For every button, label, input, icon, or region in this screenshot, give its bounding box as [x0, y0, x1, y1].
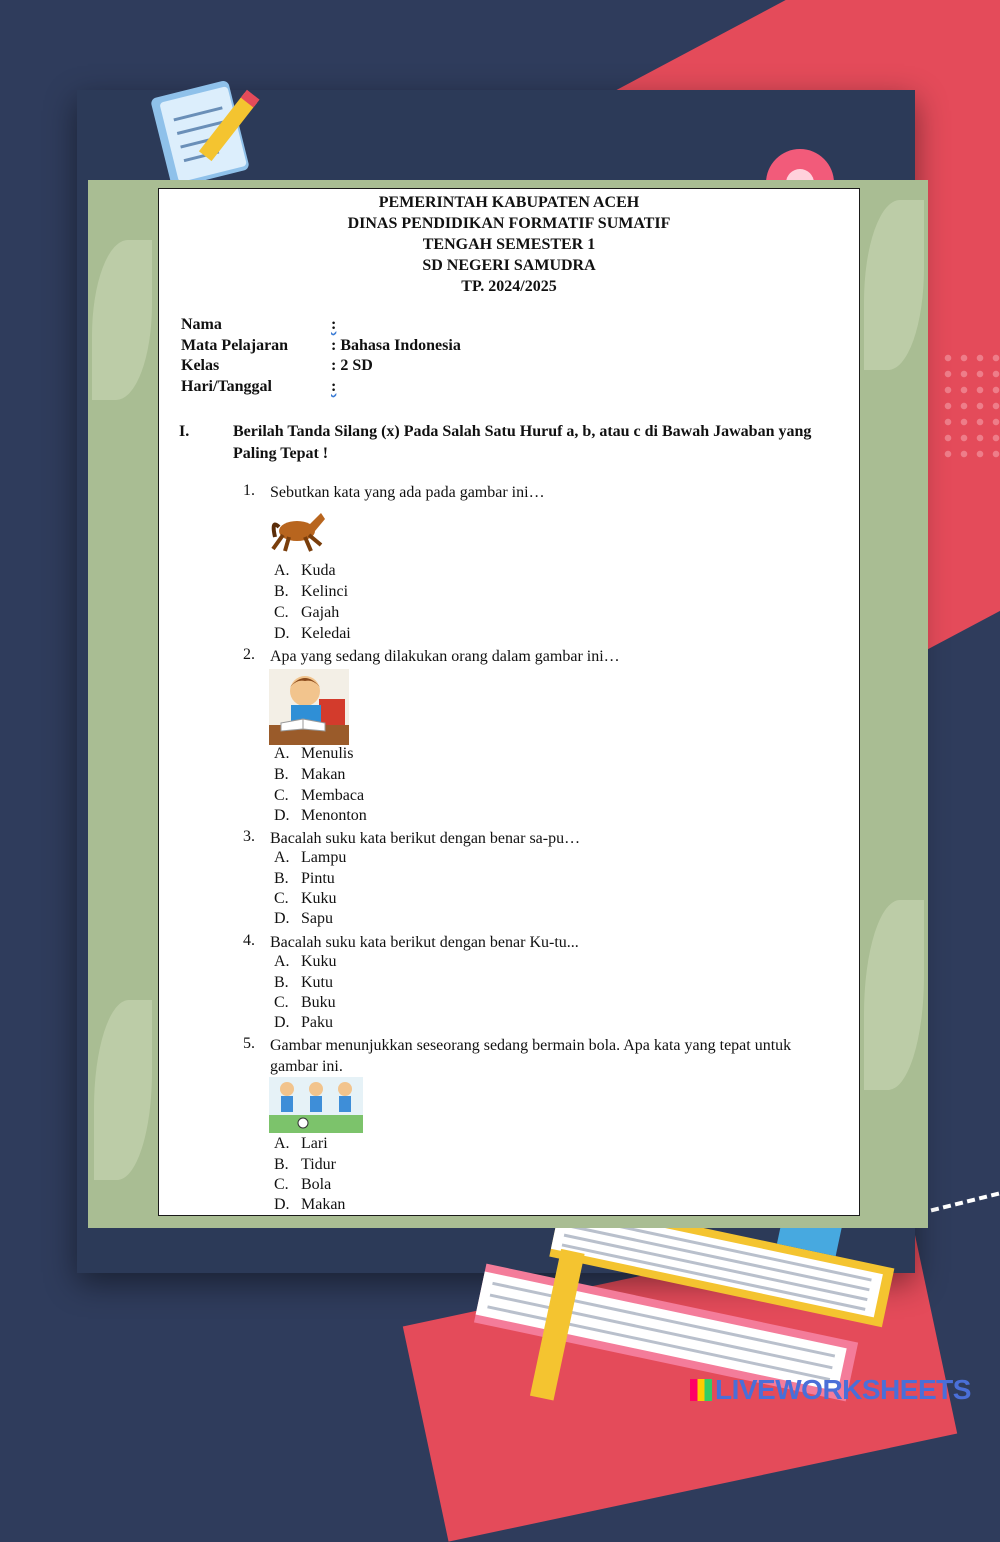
option-text: Menonton — [301, 807, 367, 824]
child-reading-image — [269, 669, 349, 745]
field-value[interactable]: : 2 SD — [331, 357, 373, 374]
option-4a[interactable] — [274, 953, 337, 971]
option-4d[interactable] — [274, 1014, 333, 1032]
option-letter: A. — [274, 953, 290, 970]
option-5a[interactable] — [274, 1135, 328, 1153]
option-5b[interactable] — [274, 1156, 336, 1174]
worksheet-page — [88, 180, 928, 1228]
option-text: Lari — [301, 1135, 328, 1152]
field-label: Mata Pelajaran — [181, 337, 289, 354]
option-text: Lampu — [301, 849, 347, 866]
option-3c[interactable] — [274, 890, 337, 908]
header-line: PEMERINTAH KABUPATEN ACEH — [378, 194, 640, 211]
option-text: Makan — [301, 1196, 346, 1213]
instruction-number: I. — [179, 423, 190, 440]
field-kelas[interactable] — [181, 357, 373, 375]
question-text: Apa yang sedang dilakukan orang dalam gambar ini… — [270, 648, 620, 665]
option-text: Keledai — [301, 625, 351, 642]
dashed-line — [931, 1192, 1000, 1213]
leaf-decoration — [864, 900, 924, 1090]
header-line: DINAS PENDIDIKAN FORMATIF SUMATIF — [347, 215, 671, 232]
option-text: Makan — [301, 766, 346, 783]
field-value[interactable]: : — [331, 378, 337, 395]
kids-playing-ball-image — [269, 1077, 363, 1133]
option-letter: B. — [274, 870, 289, 887]
field-value[interactable]: : Bahasa Indonesia — [331, 337, 461, 354]
exam-header — [159, 192, 859, 297]
question-number: 4. — [243, 932, 255, 949]
option-text: Pintu — [301, 870, 335, 887]
logo-icon — [690, 1379, 712, 1401]
option-2c[interactable] — [274, 787, 364, 805]
option-letter: D. — [274, 807, 290, 824]
option-letter: C. — [274, 604, 289, 621]
question-number: 5. — [243, 1035, 255, 1052]
field-nama[interactable] — [181, 316, 336, 334]
option-text: Kutu — [301, 974, 333, 991]
liveworksheets-logo[interactable] — [690, 1374, 971, 1406]
notepad-pencil-icon — [150, 70, 280, 190]
dot-pattern — [940, 350, 1000, 460]
instruction-text: Berilah Tanda Silang (x) Pada Salah Satu Huruf a, b, atau c di Bawah Jawaban yang Paling Tepat ! — [233, 423, 812, 462]
option-text: Kuda — [301, 562, 336, 579]
option-3b[interactable] — [274, 870, 335, 888]
header-line: TP. 2024/2025 — [461, 278, 557, 295]
option-4c[interactable] — [274, 994, 336, 1012]
option-letter: D. — [274, 910, 290, 927]
option-3a[interactable] — [274, 849, 346, 867]
option-5d[interactable] — [274, 1196, 345, 1214]
option-text: Gajah — [301, 604, 340, 621]
leaf-decoration — [864, 200, 924, 370]
field-label: Hari/Tanggal — [181, 378, 272, 395]
question-4 — [243, 932, 833, 953]
leaf-decoration — [94, 1000, 152, 1180]
question-text: Sebutkan kata yang ada pada gambar ini… — [270, 484, 545, 501]
question-text: Bacalah suku kata berikut dengan benar sa-pu… — [270, 830, 581, 847]
question-number: 3. — [243, 828, 255, 845]
field-label: Kelas — [181, 357, 220, 374]
question-number: 2. — [243, 646, 255, 663]
question-3 — [243, 828, 833, 849]
option-text: Buku — [301, 994, 336, 1011]
option-1c[interactable] — [274, 604, 339, 622]
question-text: Bacalah suku kata berikut dengan benar Ku-tu... — [270, 934, 579, 951]
option-text: Menulis — [301, 745, 354, 762]
field-hari-tanggal[interactable] — [181, 378, 336, 396]
exam-paper — [158, 188, 860, 1216]
option-letter: C. — [274, 890, 289, 907]
option-letter: A. — [274, 562, 290, 579]
question-5 — [243, 1035, 833, 1077]
option-1a[interactable] — [274, 562, 336, 580]
question-text: Gambar menunjukkan seseorang sedang bermain bola. Apa kata yang tepat untuk gambar ini. — [270, 1037, 792, 1075]
header-line: SD NEGERI SAMUDRA — [422, 257, 596, 274]
option-text: Tidur — [301, 1156, 336, 1173]
leaf-decoration — [92, 240, 152, 400]
option-letter: B. — [274, 583, 289, 600]
option-2b[interactable] — [274, 766, 345, 784]
option-letter: C. — [274, 1176, 289, 1193]
option-letter: B. — [274, 974, 289, 991]
option-text: Bola — [301, 1176, 332, 1193]
option-letter: D. — [274, 1014, 290, 1031]
option-1d[interactable] — [274, 625, 351, 643]
option-letter: A. — [274, 849, 290, 866]
option-1b[interactable] — [274, 583, 348, 601]
horse-image — [269, 507, 327, 553]
option-letter: B. — [274, 1156, 289, 1173]
logo-text: LIVEWORKSHEETS — [715, 1374, 971, 1405]
instruction — [179, 421, 849, 465]
question-2 — [243, 646, 833, 667]
option-letter: A. — [274, 745, 290, 762]
option-text: Kelinci — [301, 583, 349, 600]
option-letter: C. — [274, 787, 289, 804]
option-4b[interactable] — [274, 974, 333, 992]
option-text: Membaca — [301, 787, 365, 804]
option-letter: D. — [274, 625, 290, 642]
header-line: TENGAH SEMESTER 1 — [422, 236, 596, 253]
option-text: Paku — [301, 1014, 333, 1031]
field-mata-pelajaran[interactable] — [181, 337, 461, 355]
question-number: 1. — [243, 482, 255, 499]
option-text: Kuku — [301, 890, 337, 907]
field-label: Nama — [181, 316, 222, 333]
option-letter: A. — [274, 1135, 290, 1152]
option-2d[interactable] — [274, 807, 367, 825]
option-3d[interactable] — [274, 910, 333, 928]
option-letter: B. — [274, 766, 289, 783]
option-2a[interactable] — [274, 745, 353, 763]
option-text: Kuku — [301, 953, 337, 970]
question-1 — [243, 482, 833, 503]
field-value[interactable]: : — [331, 316, 337, 333]
option-5c[interactable] — [274, 1176, 331, 1194]
option-text: Sapu — [301, 910, 333, 927]
option-letter: C. — [274, 994, 289, 1011]
option-letter: D. — [274, 1196, 290, 1213]
